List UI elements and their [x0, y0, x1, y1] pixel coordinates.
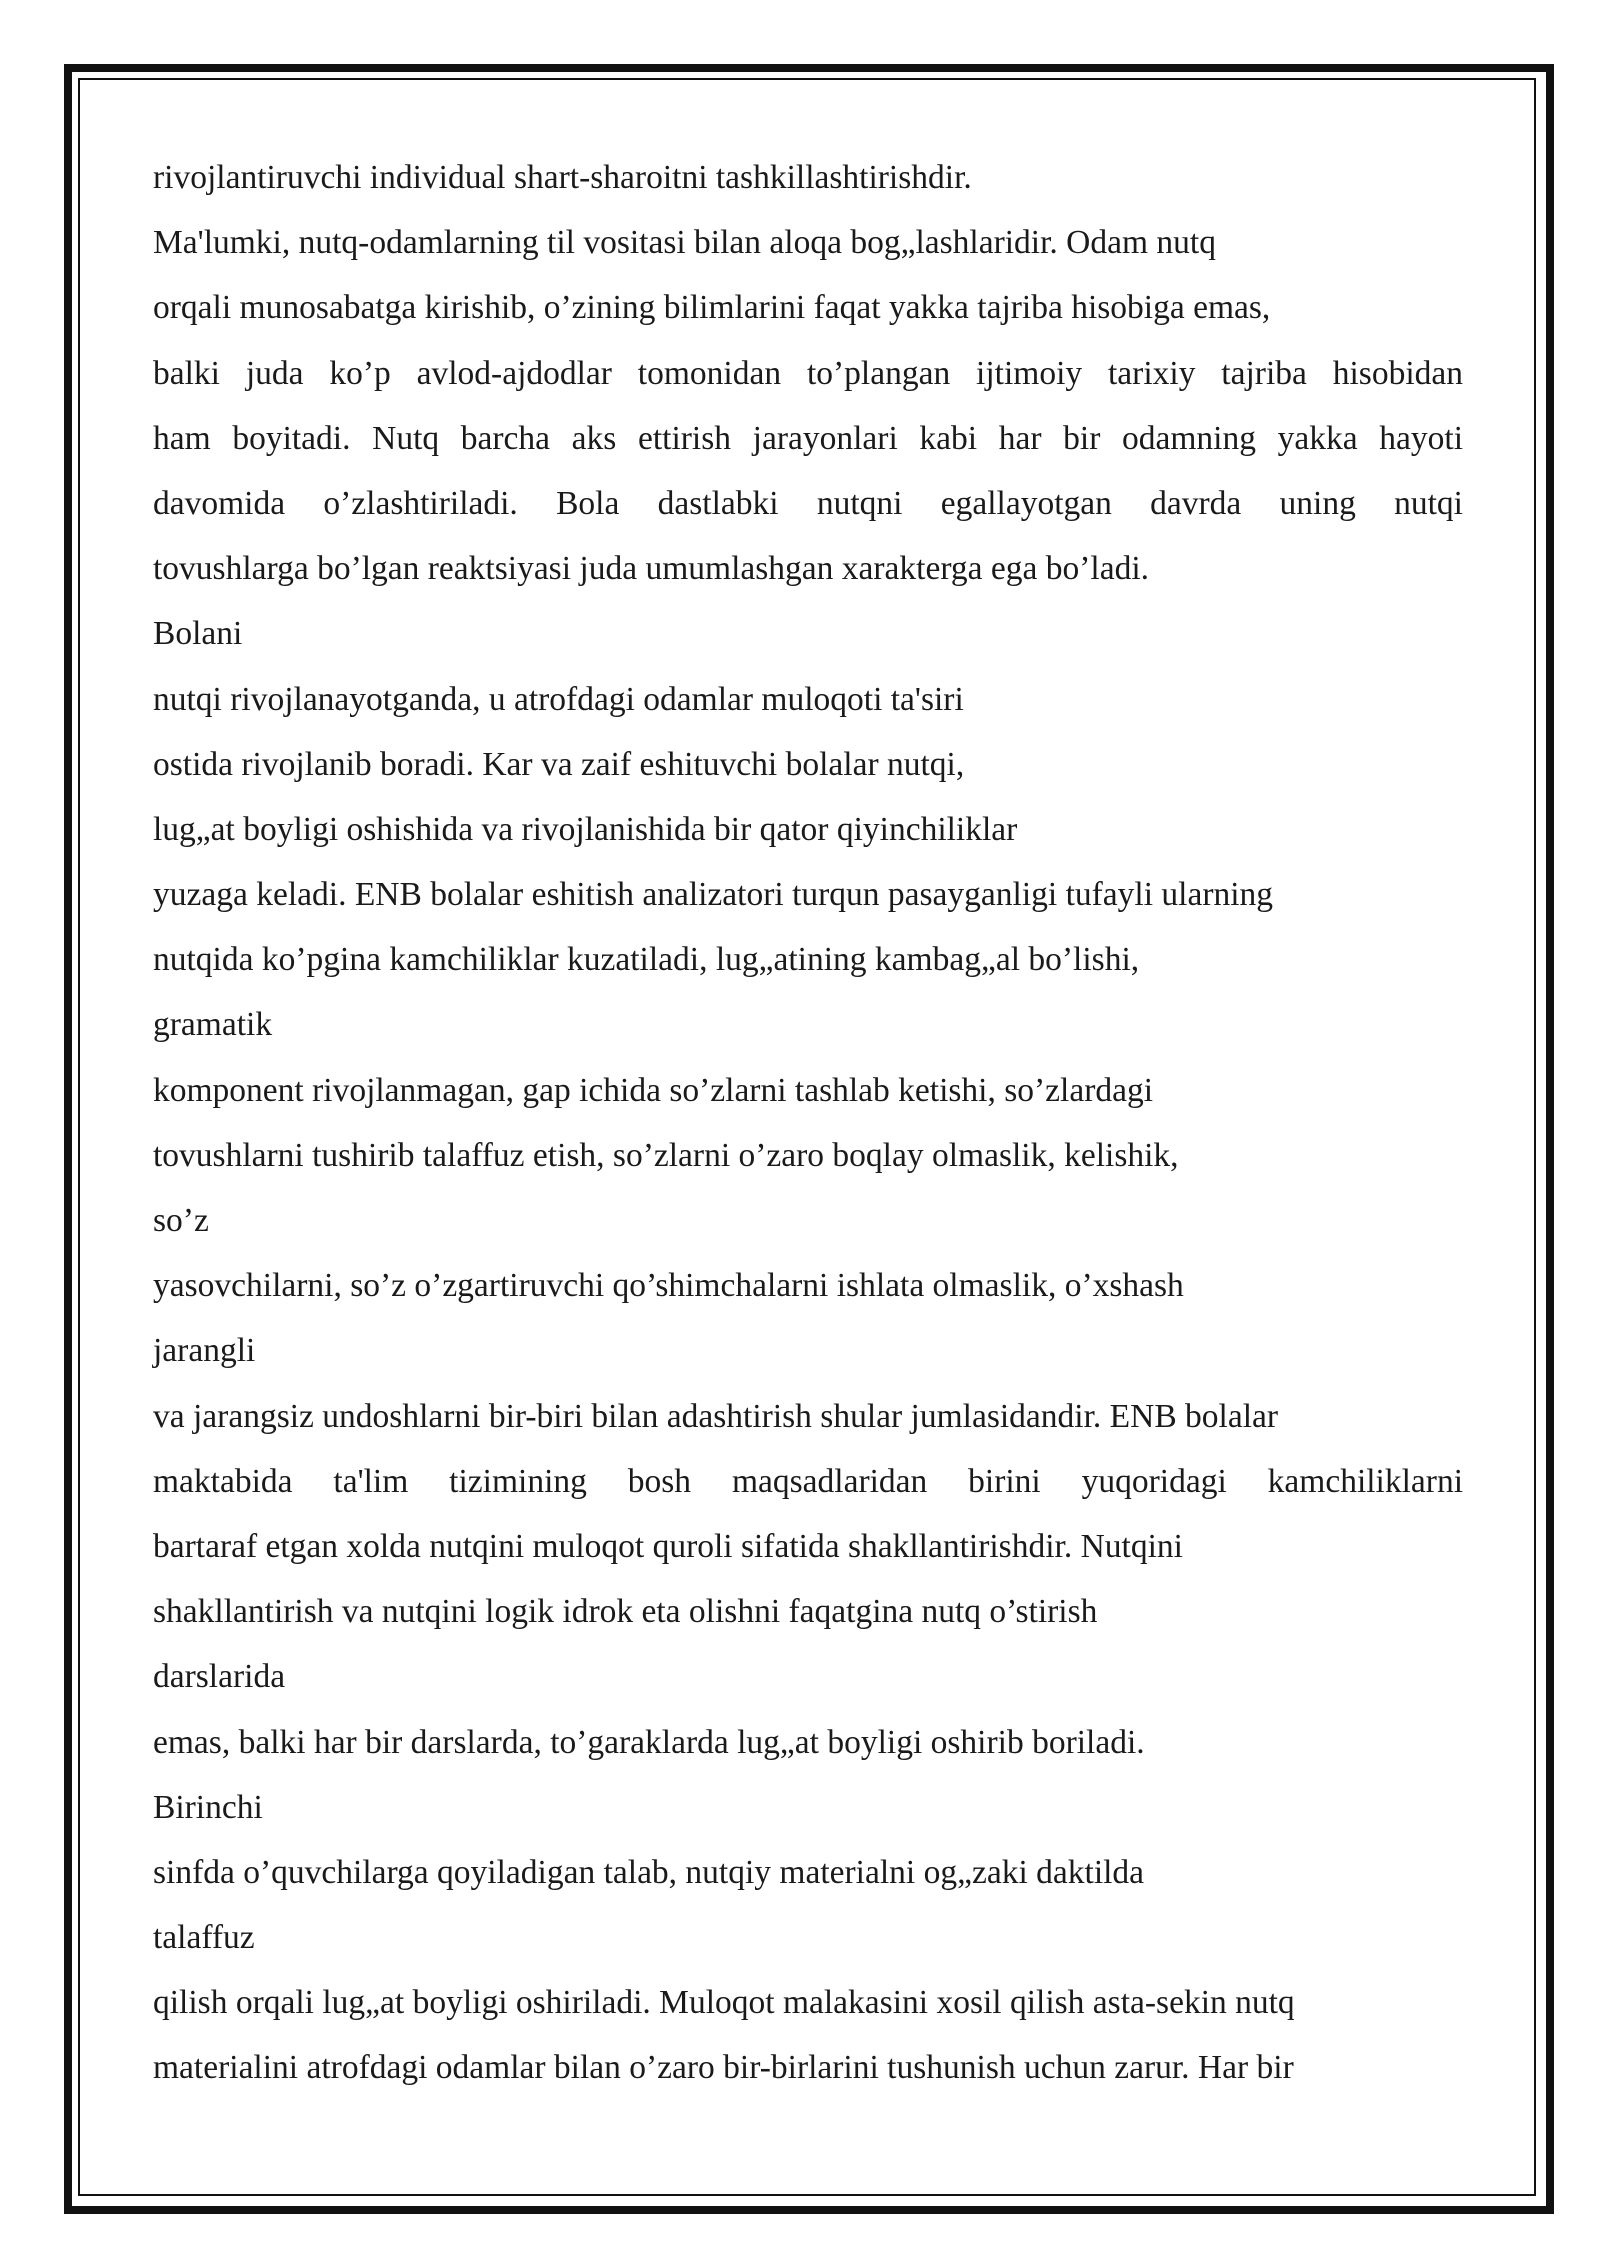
text-line: ostida rivojlanib boradi. Kar va zaif eshituvchi bolalar nutqi, — [153, 745, 965, 783]
text-line: tovushlarga bo’lgan reaktsiyasi juda umumlashgan xarakterga ega bo’ladi. — [153, 550, 1150, 588]
text-line: shakllantirish va nutqini logik idrok eta olishni faqatgina nutq o’stirish — [153, 1593, 1098, 1631]
text-line: rivojlantiruvchi individual shart-sharoitni tashkillashtirishdir. — [153, 159, 972, 196]
text-line: yasovchilarni, so’z o’zgartiruvchi qo’shimchalarni ishlata olmaslik, o’xshash — [153, 1267, 1184, 1305]
document-body — [153, 152, 1463, 2108]
text-line: sinfda o’quvchilarga qoyiladigan talab, nutqiy materialni og„zaki daktilda — [153, 1853, 1145, 1891]
text-line: Bolani — [153, 615, 243, 653]
text-line: so’z — [153, 1202, 209, 1239]
text-line: Ma'lumki, nutq-odamlarning til vositasi bilan aloqa bog„lashlaridir. Odam nutq — [153, 224, 1216, 262]
text-line: lug„at boyligi oshishida va rivojlanishida bir qator qiyinchiliklar — [153, 810, 1018, 848]
text-line: va jarangsiz undoshlarni bir-biri bilan adashtirish shular jumlasidandir. ENB bolalar — [153, 1397, 1279, 1435]
text-line: nutqi rivojlanayotganda, u atrofdagi odamlar muloqoti ta'siri — [153, 680, 964, 718]
text-line: nutqida ko’pgina kamchiliklar kuzatiladi, lug„atining kambag„al bo’lishi, — [153, 941, 1140, 979]
text-line: tovushlarni tushirib talaffuz etish, so’zlarni o’zaro boqlay olmaslik, kelishik, — [153, 1136, 1179, 1174]
text-line: jarangli — [153, 1332, 256, 1370]
text-line: orqali munosabatga kirishib, o’zining bilimlarini faqat yakka tajriba hisobiga emas, — [153, 289, 1271, 327]
text-line: darslarida — [153, 1658, 286, 1696]
text-line: talaffuz — [153, 1919, 255, 1957]
text-line: materialini atrofdagi odamlar bilan o’zaro bir-birlarini tushunish uchun zarur. Har bir — [153, 2049, 1294, 2087]
text-line: bartaraf etgan xolda nutqini muloqot quroli sifatida shakllantirishdir. Nutqini — [153, 1527, 1183, 1565]
text-line: balki juda ko’p avlod-ajdodlar tomonidan to’plangan ijtimoiy tarixiy tajriba hisobidan — [153, 354, 1463, 392]
text-line: ham boyitadi. Nutq barcha aks ettirish jarayonlari kabi har bir odamning yakka hayoti — [153, 419, 1463, 457]
text-line: maktabida ta'lim tizimining bosh maqsadlaridan birini yuqoridagi kamchiliklarni — [153, 1462, 1463, 1500]
text-line: qilish orqali lug„at boyligi oshiriladi. Muloqot malakasini xosil qilish asta-sekin nutq — [153, 1984, 1295, 2022]
text-line: emas, balki har bir darslarda, to’garaklarda lug„at boyligi oshirib boriladi. — [153, 1723, 1145, 1761]
text-line: yuzaga keladi. ENB bolalar eshitish analizatori turqun pasayganligi tufayli ularning — [153, 876, 1274, 914]
text-line: komponent rivojlanmagan, gap ichida so’zlarni tashlab ketishi, so’zlardagi — [153, 1071, 1154, 1109]
text-line: Birinchi — [153, 1788, 263, 1826]
text-line: davomida o’zlashtiriladi. Bola dastlabki nutqni egallayotgan davrda uning nutqi — [153, 484, 1463, 522]
text-line: gramatik — [153, 1006, 273, 1044]
